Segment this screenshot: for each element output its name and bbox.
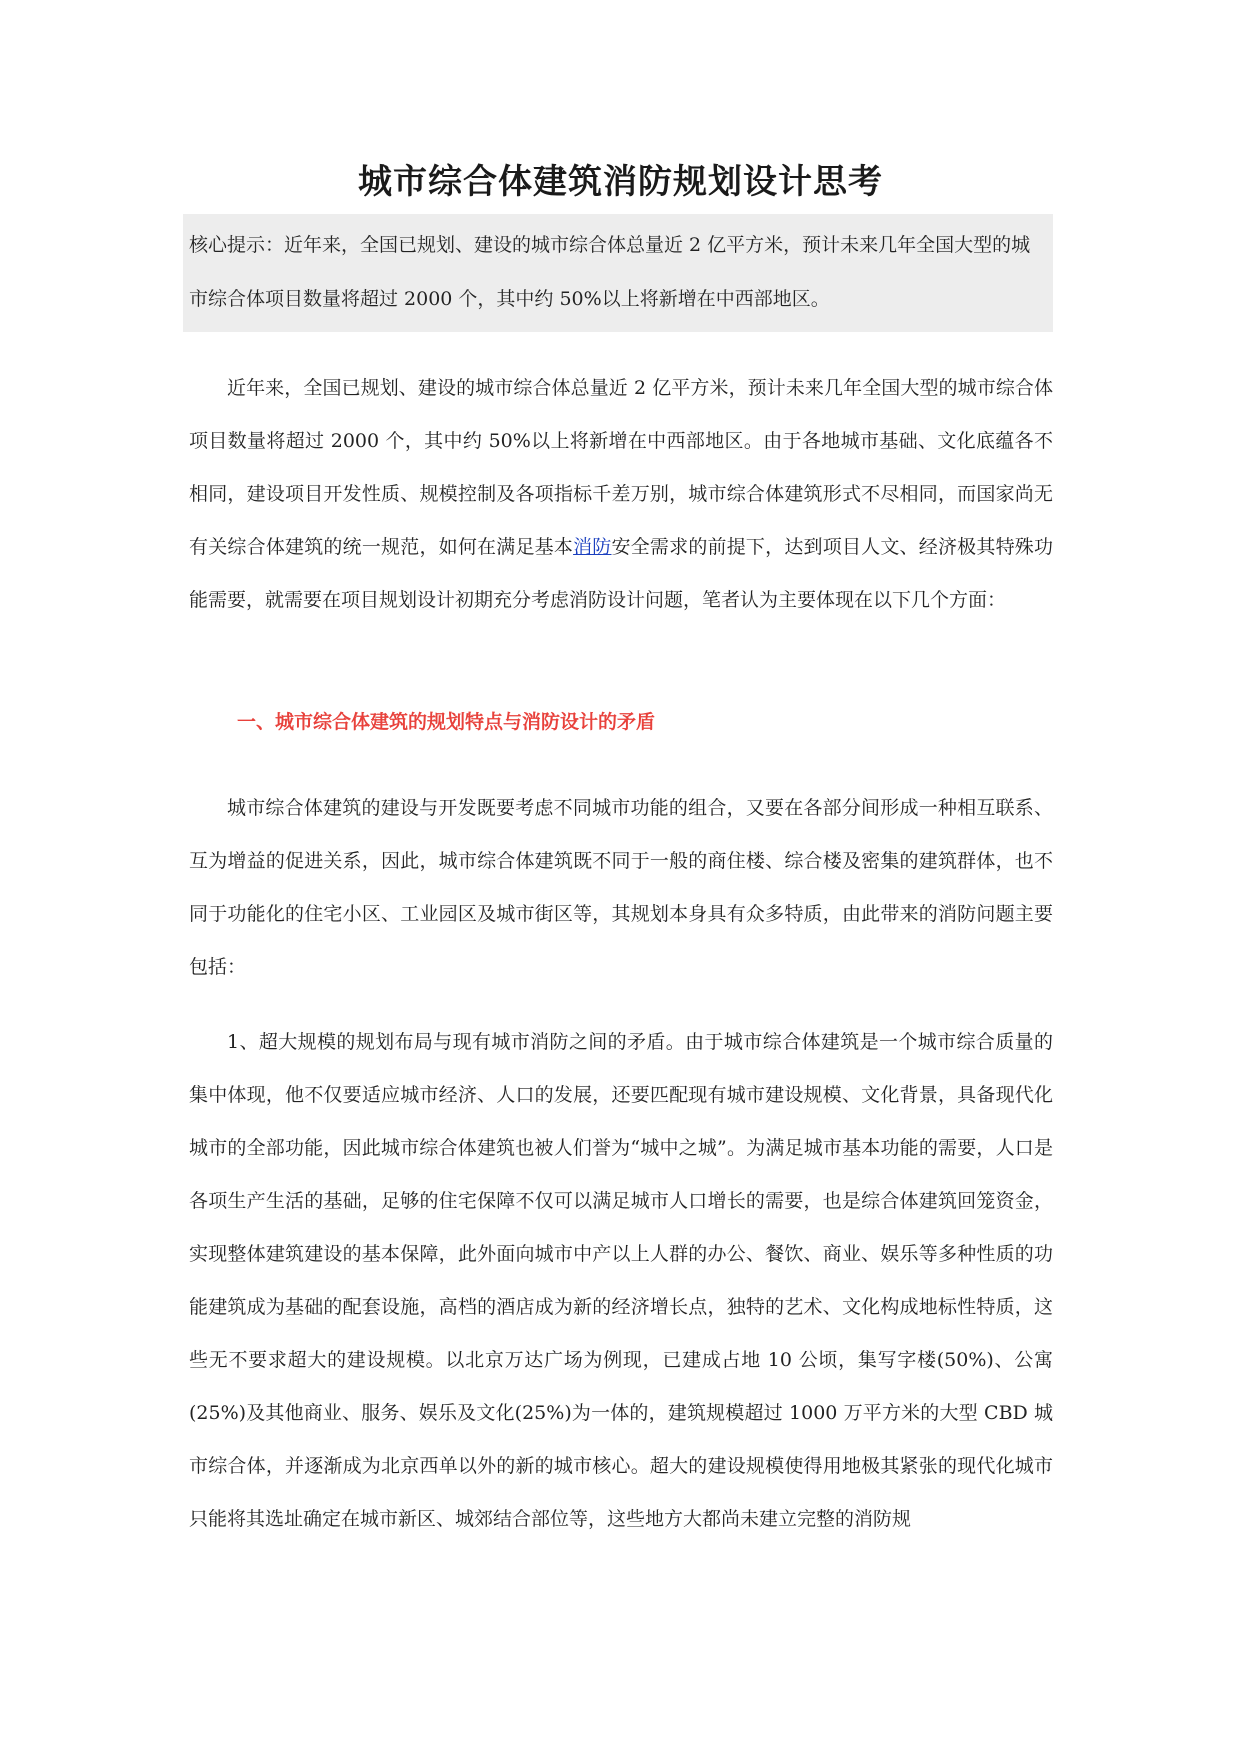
- paragraph-intro-after-link: 安全需求的前提下，达到项目人文、经济极其特殊功能需要，就需要在项目规划设计初期充分考虑消防设计问题，笔者认为主要体现在以下几个方面：: [189, 536, 1053, 611]
- summary-text: 核心提示：近年来，全国已规划、建设的城市综合体总量近 2 亿平方米，预计未来几年全国大型的城市综合体项目数量将超过 2000 个，其中约 50%以上将新增在中西部地区。: [189, 234, 1031, 310]
- document-title: 城市综合体建筑消防规划设计思考: [358, 162, 883, 202]
- fire-protection-link[interactable]: 消防: [573, 536, 612, 558]
- paragraph-planning: [189, 782, 1053, 994]
- section-heading-1: 一、城市综合体建筑的规划特点与消防设计的矛盾: [237, 711, 656, 733]
- paragraph-intro-before-link: 近年来，全国已规划、建设的城市综合体总量近 2 亿平方米，预计未来几年全国大型的城市综合体项目数量将超过 2000 个，其中约 50%以上将新增在中西部地区。由于各地城市基础、文化底蕴各不相同，建设项目开发性质、规模控制及各项指标千差万别，城市综合体建筑形式不尽相同，而国家尚无有关综合体建筑的统一规范，如何在满足基本: [189, 377, 1053, 558]
- paragraph-intro-text: [189, 362, 1053, 627]
- paragraph-point-1-text: 1、超大规模的规划布局与现有城市消防之间的矛盾。由于城市综合体建筑是一个城市综合质量的集中体现，他不仅要适应城市经济、人口的发展，还要匹配现有城市建设规模、文化背景，具备现代化城市的全部功能，因此城市综合体建筑也被人们誉为“城中之城”。为满足城市基本功能的需要，人口是各项生产生活的基础，足够的住宅保障不仅可以满足城市人口增长的需要，也是综合体建筑回笼资金，实现整体建筑建设的基本保障，此外面向城市中产以上人群的办公、餐饮、商业、娱乐等多种性质的功能建筑成为基础的配套设施，高档的酒店成为新的经济增长点，独特的艺术、文化构成地标性特质，这些无不要求超大的建设规模。以北京万达广场为例现，已建成占地 10 公顷，集写字楼(50%)、公寓(25%)及其他商业、服务、娱乐及文化(25%)为一体的，建筑规模超过 1000 万平方米的大型 CBD 城市综合体，并逐渐成为北京西单以外的新的城市核心。超大的建设规模使得用地极其紧张的现代化城市只能将其选址确定在城市新区、城郊结合部位等，这些地方大都尚未建立完整的消防规: [189, 1031, 1053, 1530]
- paragraph-intro: [189, 362, 1053, 627]
- summary-box: [183, 214, 1053, 332]
- paragraph-planning-text: 城市综合体建筑的建设与开发既要考虑不同城市功能的组合，又要在各部分间形成一种相互联系、互为增益的促进关系，因此，城市综合体建筑既不同于一般的商住楼、综合楼及密集的建筑群体，也不同于功能化的住宅小区、工业园区及城市街区等，其规划本身具有众多特质，由此带来的消防问题主要包括：: [189, 797, 1053, 978]
- paragraph-point-1: [189, 1016, 1053, 1546]
